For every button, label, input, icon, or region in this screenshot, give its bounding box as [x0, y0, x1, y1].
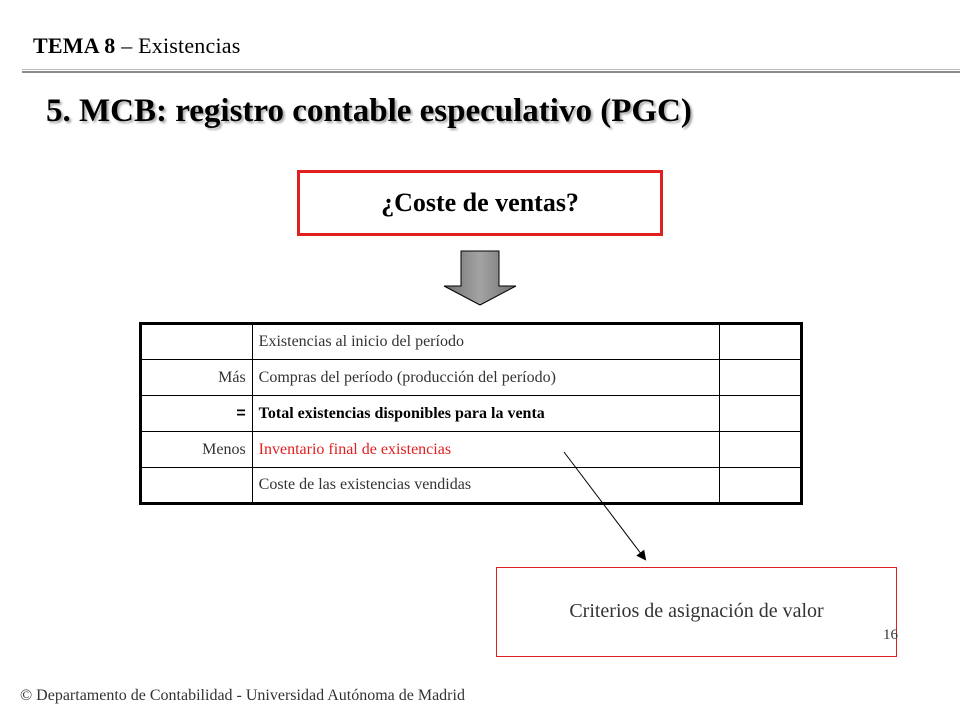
table-row: [141, 468, 802, 504]
table-row: [141, 396, 802, 432]
row-description: Total existencias disponibles para la venta: [252, 396, 720, 432]
down-arrow-icon: [443, 250, 517, 306]
page-number: 16: [883, 627, 898, 643]
row-description: Existencias al inicio del período: [252, 324, 720, 360]
row-operator: [141, 324, 253, 360]
table-row: [141, 432, 802, 468]
row-description: Compras del período (producción del período): [252, 360, 720, 396]
row-description: Coste de las existencias vendidas: [252, 468, 720, 504]
table-row: [141, 360, 802, 396]
header-divider: [22, 69, 960, 73]
row-operator: Menos: [141, 432, 253, 468]
header-title: [33, 33, 241, 59]
question-text: ¿Coste de ventas?: [381, 188, 579, 217]
footer-copyright: © Departamento de Contabilidad - Universidad Autónoma de Madrid: [20, 687, 465, 704]
row-amount: [720, 396, 802, 432]
row-amount: [720, 468, 802, 504]
question-box: [297, 170, 663, 236]
row-operator: =: [141, 396, 253, 432]
row-amount: [720, 360, 802, 396]
row-operator: Más: [141, 360, 253, 396]
slide-title: 5. MCB: registro contable especulativo (PGC): [46, 93, 692, 129]
row-description: Inventario final de existencias: [252, 432, 720, 468]
cost-of-sales-table: [139, 322, 803, 505]
valuation-criteria-text: Criterios de asignación de valor: [569, 599, 824, 622]
row-amount: [720, 324, 802, 360]
valuation-criteria-box: [496, 567, 897, 657]
header-title-subject: – Existencias: [115, 33, 241, 58]
row-amount: [720, 432, 802, 468]
header-title-topic: TEMA 8: [33, 33, 116, 58]
table-row: [141, 324, 802, 360]
row-operator: [141, 468, 253, 504]
